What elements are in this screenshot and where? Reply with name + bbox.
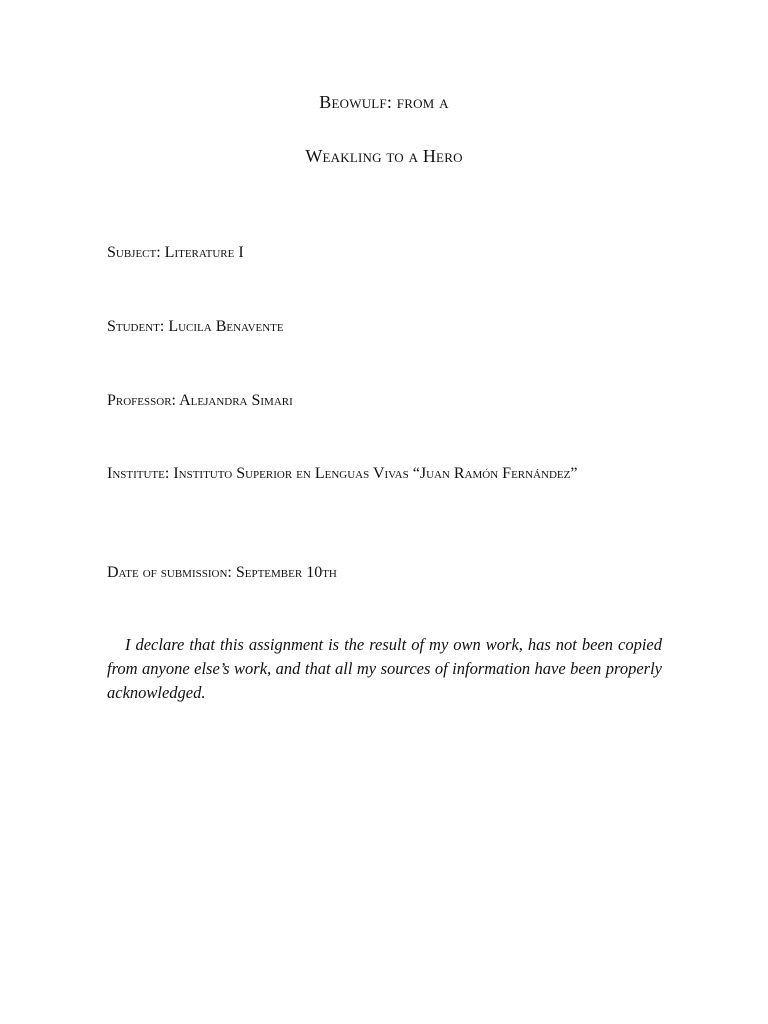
title-line-1: Beowulf: from a	[319, 92, 449, 112]
professor-field: Professor: Alejandra Simari	[107, 392, 293, 409]
subject-field: Subject: Literature I	[107, 244, 244, 261]
date-of-submission-field: Date of submission: September 10th	[107, 564, 337, 581]
declaration-paragraph: I declare that this assignment is the result of my own work, has not been copied from anyone else’s work, and that all my sources of information have been properly acknowledged.	[107, 635, 662, 702]
title-line-2: Weakling to a Hero	[305, 146, 463, 166]
institute-field: Institute: Instituto Superior en Lenguas Vivas “Juan Ramón Fernández”	[107, 465, 578, 482]
student-field: Student: Lucila Benavente	[107, 318, 284, 335]
